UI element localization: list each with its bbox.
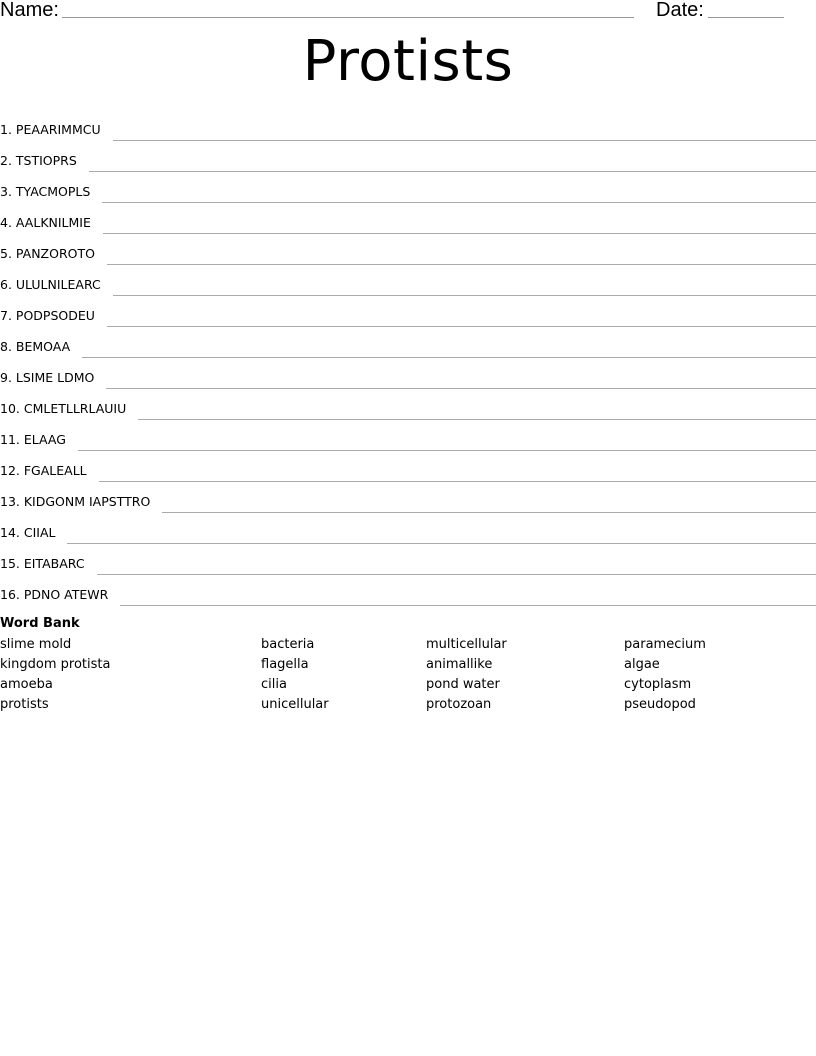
question-row: [0, 235, 816, 266]
word-bank-grid: [0, 635, 816, 715]
question-label: 8. BEMOAA: [0, 339, 71, 354]
answer-line[interactable]: [103, 233, 816, 234]
question-row: [0, 452, 816, 483]
word-bank-item: multicellular: [426, 637, 507, 652]
question-row: [0, 204, 816, 235]
answer-line[interactable]: [113, 295, 816, 296]
question-label: 13. KIDGONM IAPSTTRO: [0, 494, 151, 509]
question-row: [0, 483, 816, 514]
question-label: 16. PDNO ATEWR: [0, 587, 109, 602]
word-bank-item: amoeba: [0, 677, 53, 692]
question-label: 15. EITABARC: [0, 556, 85, 571]
question-row: [0, 266, 816, 297]
word-bank-item: animallike: [426, 657, 493, 672]
word-bank-item: protozoan: [426, 697, 492, 712]
answer-line[interactable]: [102, 202, 816, 203]
answer-line[interactable]: [107, 326, 816, 327]
answer-line[interactable]: [67, 543, 816, 544]
answer-line[interactable]: [89, 171, 816, 172]
question-row: [0, 173, 816, 204]
question-row: [0, 390, 816, 421]
word-bank-item: unicellular: [261, 697, 329, 712]
answer-line[interactable]: [78, 450, 816, 451]
question-label: 3. TYACMOPLS: [0, 184, 91, 199]
answer-line[interactable]: [113, 140, 816, 141]
question-row: [0, 111, 816, 142]
question-label: 7. PODPSODEU: [0, 308, 95, 323]
word-bank: [0, 615, 816, 715]
answer-line[interactable]: [107, 264, 816, 265]
name-label: Name:: [0, 0, 59, 21]
question-row: [0, 359, 816, 390]
question-label: 11. ELAAG: [0, 432, 66, 447]
word-bank-item: paramecium: [624, 637, 706, 652]
word-bank-item: algae: [624, 657, 660, 672]
answer-line[interactable]: [138, 419, 816, 420]
question-list: [0, 111, 816, 607]
word-bank-title: Word Bank: [0, 616, 80, 631]
name-field[interactable]: [62, 17, 634, 18]
answer-line[interactable]: [162, 512, 816, 513]
question-label: 5. PANZOROTO: [0, 246, 95, 261]
word-bank-item: protists: [0, 697, 49, 712]
date-label: Date:: [656, 0, 704, 21]
question-row: [0, 545, 816, 576]
word-bank-item: cytoplasm: [624, 677, 692, 692]
question-row: [0, 328, 816, 359]
word-bank-item: flagella: [261, 657, 309, 672]
word-bank-item: pseudopod: [624, 697, 696, 712]
answer-line[interactable]: [97, 574, 816, 575]
question-row: [0, 142, 816, 173]
answer-line[interactable]: [120, 605, 816, 606]
answer-line[interactable]: [99, 481, 816, 482]
question-label: 10. CMLETLLRLAUIU: [0, 401, 127, 416]
word-bank-item: bacteria: [261, 637, 315, 652]
question-label: 9. LSIME LDMO: [0, 370, 95, 385]
answer-line[interactable]: [106, 388, 816, 389]
question-row: [0, 576, 816, 607]
question-label: 1. PEAARIMMCU: [0, 122, 101, 137]
question-label: 6. ULULNILEARC: [0, 277, 101, 292]
date-field[interactable]: [708, 17, 784, 18]
word-bank-item: slime mold: [0, 637, 72, 652]
question-label: 12. FGALEALL: [0, 463, 87, 478]
word-bank-item: kingdom protista: [0, 657, 111, 672]
question-row: [0, 421, 816, 452]
question-label: 14. CIIAL: [0, 525, 56, 540]
question-label: 4. AALKNILMIE: [0, 215, 91, 230]
word-bank-item: cilia: [261, 677, 287, 692]
header: [0, 0, 816, 24]
page-title: Protists: [302, 29, 514, 94]
question-row: [0, 297, 816, 328]
question-label: 2. TSTIOPRS: [0, 153, 77, 168]
word-bank-item: pond water: [426, 677, 500, 692]
question-row: [0, 514, 816, 545]
answer-line[interactable]: [82, 357, 816, 358]
